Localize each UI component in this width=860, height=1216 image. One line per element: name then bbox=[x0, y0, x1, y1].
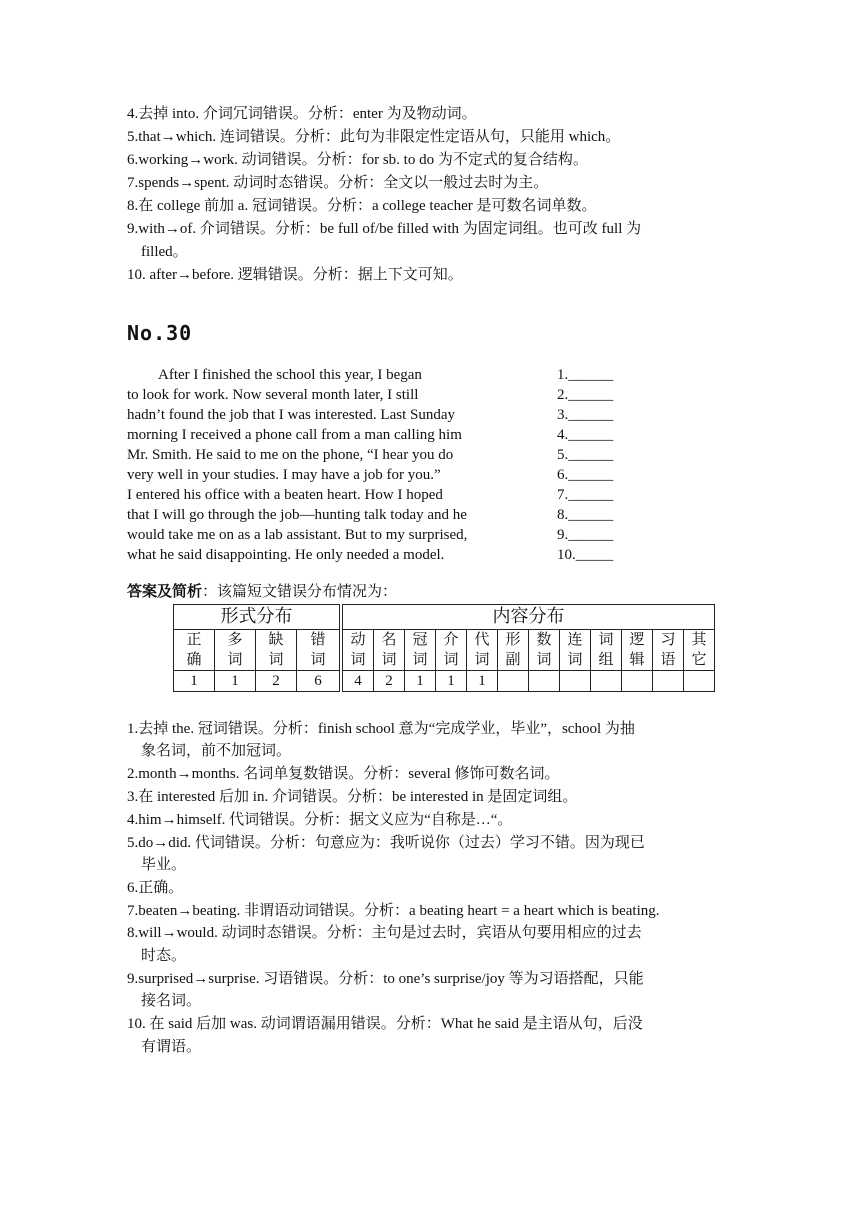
category-cell bbox=[215, 630, 256, 671]
answer-item-continued: 时态。 bbox=[141, 948, 187, 964]
answer-item-continued: 毕业。 bbox=[141, 857, 187, 873]
value-cell bbox=[653, 671, 684, 692]
answer-item: 9.with→of. 介词错误。分析：be full of/be filled with 为固定词组。也可改 full 为 bbox=[127, 221, 642, 237]
category-char: 语 bbox=[660, 652, 676, 668]
category-cell bbox=[174, 630, 215, 671]
category-cell bbox=[297, 630, 340, 671]
category-row bbox=[174, 630, 715, 671]
group-form-header: 形式分布 bbox=[174, 605, 340, 630]
category-char: 错 bbox=[310, 632, 326, 648]
value-cell: 1 bbox=[174, 671, 215, 692]
value-cell: 2 bbox=[256, 671, 297, 692]
blank-line[interactable]: 3.______ bbox=[557, 407, 614, 423]
value-cell bbox=[498, 671, 529, 692]
group-content-header: 内容分布 bbox=[343, 605, 715, 630]
category-char: 词 bbox=[310, 652, 326, 668]
answer-item-continued: 接名词。 bbox=[141, 993, 202, 1009]
category-char: 词 bbox=[350, 652, 366, 668]
answer-item: 6.working→work. 动词错误。分析：for sb. to do 为不定式的复合结构。 bbox=[127, 152, 588, 168]
blank-line[interactable]: 5.______ bbox=[557, 447, 614, 463]
category-char: 词 bbox=[443, 652, 459, 668]
blank-line[interactable]: 9.______ bbox=[557, 527, 614, 543]
essay-line: After I finished the school this year, I began bbox=[158, 367, 422, 383]
category-char: 名 bbox=[381, 632, 397, 648]
category-char: 词 bbox=[536, 652, 552, 668]
category-char: 组 bbox=[598, 652, 614, 668]
category-cell bbox=[591, 630, 622, 671]
category-cell bbox=[653, 630, 684, 671]
answer-item-continued: filled。 bbox=[141, 244, 188, 260]
category-char: 习 bbox=[660, 632, 676, 648]
category-char: 确 bbox=[186, 652, 202, 668]
category-cell bbox=[684, 630, 715, 671]
blank-line[interactable]: 8.______ bbox=[557, 507, 614, 523]
category-char: 它 bbox=[691, 652, 707, 668]
category-cell bbox=[436, 630, 467, 671]
value-cell bbox=[591, 671, 622, 692]
answer-item: 1.去掉 the. 冠词错误。分析：finish school 意为“完成学业，毕业”，school 为抽 bbox=[127, 721, 635, 737]
value-cell: 1 bbox=[405, 671, 436, 692]
category-cell bbox=[467, 630, 498, 671]
category-char: 动 bbox=[350, 632, 366, 648]
blank-line[interactable]: 6.______ bbox=[557, 467, 614, 483]
category-cell bbox=[374, 630, 405, 671]
value-cell: 1 bbox=[215, 671, 256, 692]
answer-item: 3.在 interested 后加 in. 介词错误。分析：be interested in 是固定词组。 bbox=[127, 789, 578, 805]
category-char: 介 bbox=[443, 632, 459, 648]
answer-item: 10. after→before. 逻辑错误。分析：据上下文可知。 bbox=[127, 267, 463, 283]
answer-heading bbox=[127, 582, 397, 602]
answer-item: 5.do→did. 代词错误。分析：句意应为：我听说你（过去）学习不错。因为现已 bbox=[127, 835, 645, 851]
essay-line: Mr. Smith. He said to me on the phone, “I hear you do bbox=[127, 447, 454, 463]
category-cell bbox=[256, 630, 297, 671]
category-char: 其 bbox=[691, 632, 707, 648]
category-char: 辑 bbox=[629, 652, 645, 668]
category-char: 词 bbox=[474, 652, 490, 668]
answer-item: 10. 在 said 后加 was. 动词谓语漏用错误。分析：What he said 是主语从句，后没 bbox=[127, 1016, 643, 1032]
category-cell bbox=[343, 630, 374, 671]
essay-line: I entered his office with a beaten heart. How I hoped bbox=[127, 487, 443, 503]
essay-line: would take me on as a lab assistant. But to my surprised, bbox=[127, 527, 468, 543]
section-title: No.30 bbox=[127, 321, 193, 345]
blank-line[interactable]: 10._____ bbox=[557, 547, 614, 563]
essay-line: what he said disappointing. He only needed a model. bbox=[127, 547, 445, 563]
answer-heading-rest: ：该篇短文错误分布情况为： bbox=[202, 584, 398, 600]
blank-line[interactable]: 7.______ bbox=[557, 487, 614, 503]
answer-item-continued: 象名词，前不加冠词。 bbox=[141, 743, 292, 759]
answer-item: 9.surprised→surprise. 习语错误。分析：to one’s surprise/joy 等为习语搭配，只能 bbox=[127, 971, 644, 987]
category-char: 正 bbox=[186, 632, 202, 648]
category-char: 词 bbox=[268, 652, 284, 668]
answer-item: 4.him→himself. 代词错误。分析：据文义应为“自称是…“。 bbox=[127, 812, 513, 828]
category-char: 形 bbox=[505, 632, 521, 648]
category-char: 多 bbox=[227, 632, 243, 648]
essay-line: very well in your studies. I may have a job for you.” bbox=[127, 467, 441, 483]
answer-item-continued: 有谓语。 bbox=[141, 1039, 202, 1055]
category-char: 数 bbox=[536, 632, 552, 648]
category-char: 词 bbox=[227, 652, 243, 668]
essay-line: to look for work. Now several month later, I still bbox=[127, 387, 419, 403]
answer-item: 2.month→months. 名词单复数错误。分析：several 修饰可数名词。 bbox=[127, 766, 560, 782]
essay-line: that I will go through the job—hunting talk today and he bbox=[127, 507, 467, 523]
category-cell bbox=[529, 630, 560, 671]
blank-line[interactable]: 1.______ bbox=[557, 367, 614, 383]
essay-line: hadn’t found the job that I was interested. Last Sunday bbox=[127, 407, 455, 423]
category-char: 逻 bbox=[629, 632, 645, 648]
value-cell bbox=[560, 671, 591, 692]
value-cell: 1 bbox=[467, 671, 498, 692]
category-char: 词 bbox=[412, 652, 428, 668]
category-cell bbox=[622, 630, 653, 671]
answer-item: 6.正确。 bbox=[127, 880, 184, 896]
category-cell bbox=[560, 630, 591, 671]
answer-heading-bold: 答案及简析 bbox=[127, 584, 203, 600]
answer-item: 8.will→would. 动词时态错误。分析：主句是过去时，宾语从句要用相应的过去 bbox=[127, 925, 642, 941]
value-cell bbox=[684, 671, 715, 692]
value-cell: 1 bbox=[436, 671, 467, 692]
answer-item: 7.beaten→beating. 非谓语动词错误。分析：a beating heart = a heart which is beating. bbox=[127, 903, 660, 919]
essay-line: morning I received a phone call from a man calling him bbox=[127, 427, 462, 443]
answer-item: 5.that→which. 连词错误。分析：此句为非限定性定语从句，只能用 which。 bbox=[127, 129, 621, 145]
value-cell bbox=[622, 671, 653, 692]
value-cell: 4 bbox=[343, 671, 374, 692]
category-char: 缺 bbox=[268, 632, 284, 648]
category-char: 代 bbox=[474, 632, 490, 648]
error-distribution-table bbox=[173, 604, 715, 692]
answer-item: 8.在 college 前加 a. 冠词错误。分析：a college teacher 是可数名词单数。 bbox=[127, 198, 597, 214]
category-char: 副 bbox=[505, 652, 521, 668]
category-char: 词 bbox=[381, 652, 397, 668]
category-char: 连 bbox=[567, 632, 583, 648]
category-char: 词 bbox=[567, 652, 583, 668]
value-cell bbox=[529, 671, 560, 692]
blank-line[interactable]: 4.______ bbox=[557, 427, 614, 443]
category-cell bbox=[498, 630, 529, 671]
answer-item: 7.spends→spent. 动词时态错误。分析：全文以一般过去时为主。 bbox=[127, 175, 549, 191]
category-cell bbox=[405, 630, 436, 671]
answer-item: 4.去掉 into. 介词冗词错误。分析：enter 为及物动词。 bbox=[127, 106, 477, 122]
category-char: 冠 bbox=[412, 632, 428, 648]
category-char: 词 bbox=[598, 632, 614, 648]
blank-line[interactable]: 2.______ bbox=[557, 387, 614, 403]
value-row bbox=[174, 671, 715, 692]
value-cell: 2 bbox=[374, 671, 405, 692]
value-cell: 6 bbox=[297, 671, 340, 692]
